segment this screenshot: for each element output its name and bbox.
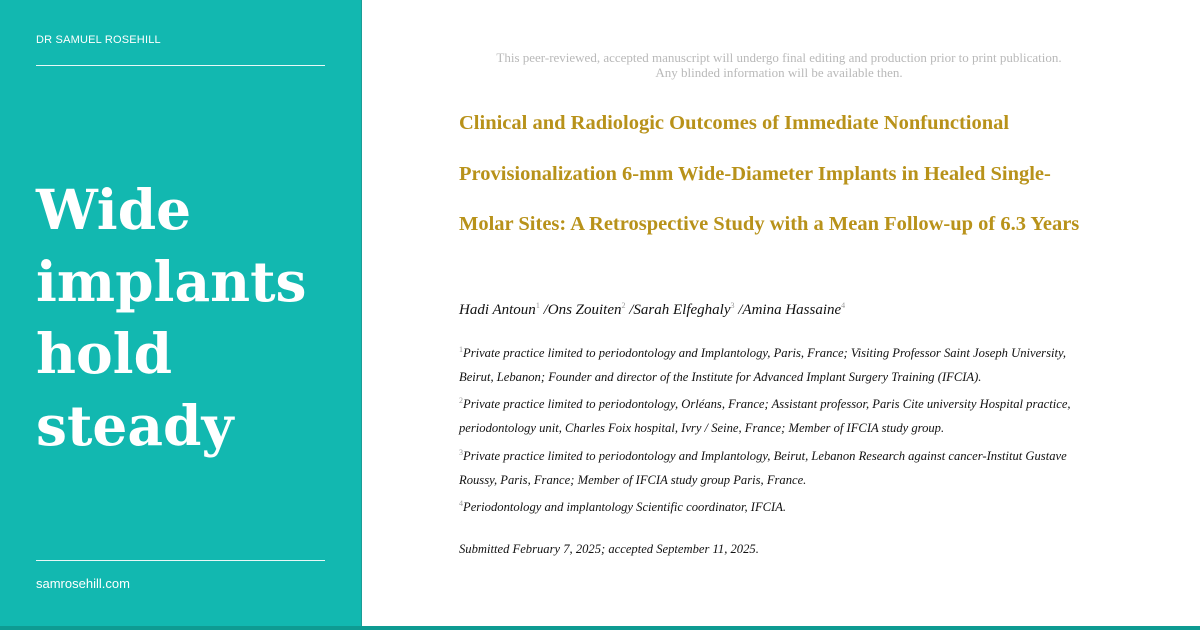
author-name: Hadi Antoun [459,302,536,318]
author-affil-number: 1 [535,301,540,310]
author-name: Sarah Elfeghaly [633,302,731,318]
author-sep: / [738,302,743,318]
author-name: DR SAMUEL ROSEHILL [36,34,161,46]
affiliation-text: Private practice limited to periodontology and Implantology, Paris, France; Visiting Professor Saint Joseph University, Beirut, Lebanon; Founder and director of the Institute for Advanced Implant Surgery Training (IFCIA). [459,346,1067,384]
manuscript-notice [459,50,1099,80]
author-name: Ons Zouiten [547,302,622,318]
affiliation-number: 2 [459,396,463,406]
notice-line: Any blinded information will be available then. [655,65,903,80]
affiliation-number: 4 [459,499,463,509]
affiliation [459,389,1099,440]
top-divider [36,65,325,66]
author-affil-number: 2 [621,301,626,310]
author-affil-number: 4 [841,301,846,310]
affiliation-number: 3 [459,447,463,457]
bottom-divider [36,560,325,561]
affiliations [459,338,1099,520]
bottom-accent-bar [0,626,1200,630]
sidebar-panel [0,0,361,626]
affiliation-number: 1 [459,345,463,354]
affiliation-text: Private practice limited to periodontology, Orléans, France; Assistant professor, Paris Cite university Hospital practice, periodontology unit, Charles Foix hospital, Ivry / Seine, France; Member of IFCIA study group. [459,397,1071,436]
author-name: Amina Hassaine [742,302,842,318]
paper-title: Clinical and Radiologic Outcomes of Immediate Nonfunctional Provisionalization 6-mm Wide-Diameter Implants in Healed Single-Molar Sites: A Retrospective Study with a Mean Follow-up of 6.3 Years [459,112,1080,235]
affiliation-text: Private practice limited to periodontology and Implantology, Beirut, Lebanon Research against cancer-Institut Gustave Roussy, Paris, France; Member of IFCIA study group Paris, France. [459,448,1067,487]
headline-line: Wide [36,177,192,242]
headline-line: implants [36,249,307,314]
affiliation [459,492,1099,520]
headline-line: hold [36,321,173,386]
author-sep: / [543,302,548,318]
website-link[interactable]: samrosehill.com [36,576,130,591]
headline-line: steady [36,393,234,458]
notice-line: This peer-reviewed, accepted manuscript will undergo final editing and production prior to print publication. [496,50,1062,65]
panel-divider [361,0,362,626]
affiliation-text: Periodontology and implantology Scientific coordinator, IFCIA. [463,500,787,515]
affiliation [459,338,1099,389]
author-sep: / [629,302,634,318]
author-list [459,301,1099,319]
affiliation [459,441,1099,492]
submission-dates: Submitted February 7, 2025; accepted September 11, 2025. [459,542,759,556]
author-affil-number: 3 [730,301,735,310]
headline [36,174,336,462]
